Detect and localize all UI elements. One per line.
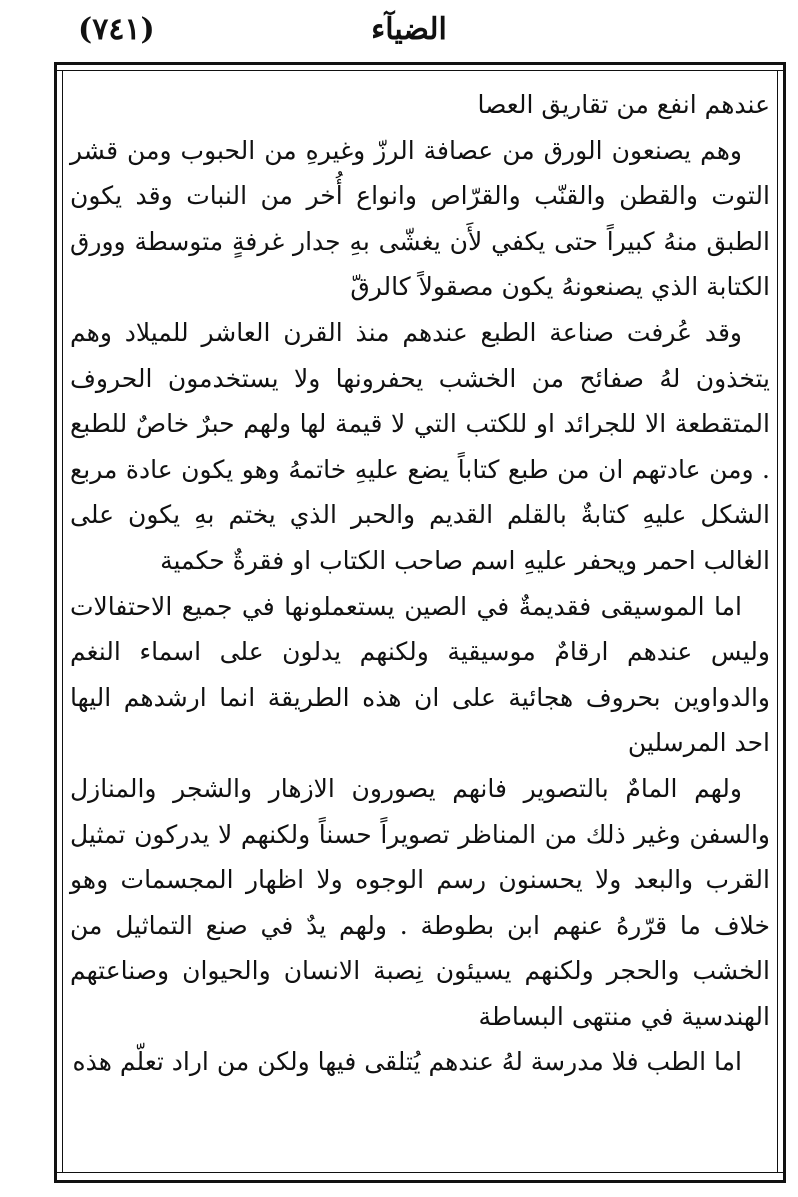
frame-bottom-thin-rule <box>54 1172 786 1173</box>
frame-top-thin-rule <box>54 70 786 71</box>
paragraph: وهم يصنعون الورق من عصافة الرزّ وغيرهِ من الحبوب ومن قشر التوت والقطن والقنّب والقرّاص وانواع أُخر من النبات وقد يكون الطبق منهُ كبيراً حتى يكفي لأَن يغشّى بهِ جدار غرفةٍ متوسطة وورق الكتابة الذي يصنعونهُ يكون مصقولاً كالرقّ <box>70 135 770 302</box>
frame-bottom-thick-rule <box>54 1180 786 1183</box>
frame-top-thick-rule <box>54 62 786 65</box>
page-header <box>60 8 758 58</box>
paragraph: وقد عُرفت صناعة الطبع عندهم منذ القرن العاشر للميلاد وهم يتخذون لهُ صفائح من الخشب يحفرونها ولا يستخدمون الحروف المتقطعة الا للجرائد او للكتب التي لا قيمة لها ولهم حبرٌ خاصٌ للطبع . ومن عادتهم ان من طبع كتاباً يضع عليهِ خاتمهُ وهو يكون عادة مربع الشكل عليهِ كتابةٌ بالقلم القديم والحبر الذي يختم بهِ يكون على الغالب احمر ويحفر عليهِ اسم صاحب الكتاب او فقرةٌ حكمية <box>70 317 770 575</box>
frame-left-thick-rule <box>54 62 57 1183</box>
frame-left-thin-rule <box>62 70 63 1173</box>
paragraph: اما الموسيقى فقديمةٌ في الصين يستعملونها في جميع الاحتفالات وليس عندهم ارقامٌ موسيقية ولكنهم يدلون على اسماء النغم والدواوين بحروف هجائية على ان هذه الطريقة انما ارشدهم اليها احد المرسلين <box>70 591 770 758</box>
frame-right-thick-rule <box>783 62 786 1183</box>
page-number: (٧٤١) <box>78 12 155 47</box>
paragraph: ولهم المامٌ بالتصوير فانهم يصورون الازهار والشجر والمنازل والسفن وغير ذلك من المناظر تصويراً حسناً ولكنهم لا يدركون تمثيل القرب والبعد ولا يحسنون رسم الوجوه ولا اظهار المجسمات وهو خلاف ما قرّرهُ عنهم ابن بطوطة . ولهم يدٌ في صنع التماثيل من الخشب والحجر ولكنهم يسيئون نِصبة الانسان والحيوان وصناعتهم الهندسية في منتهى البساطة <box>70 773 770 1031</box>
paragraph: عندهم انفع من تقاريق العصا <box>477 90 770 119</box>
paragraph: اما الطب فلا مدرسة لهُ عندهم يُتلقى فيها ولكن من اراد تعلّم هذه <box>72 1047 742 1077</box>
frame-right-thin-rule <box>777 70 778 1173</box>
running-title: الضيآء <box>371 12 447 47</box>
body-text <box>70 82 770 1167</box>
